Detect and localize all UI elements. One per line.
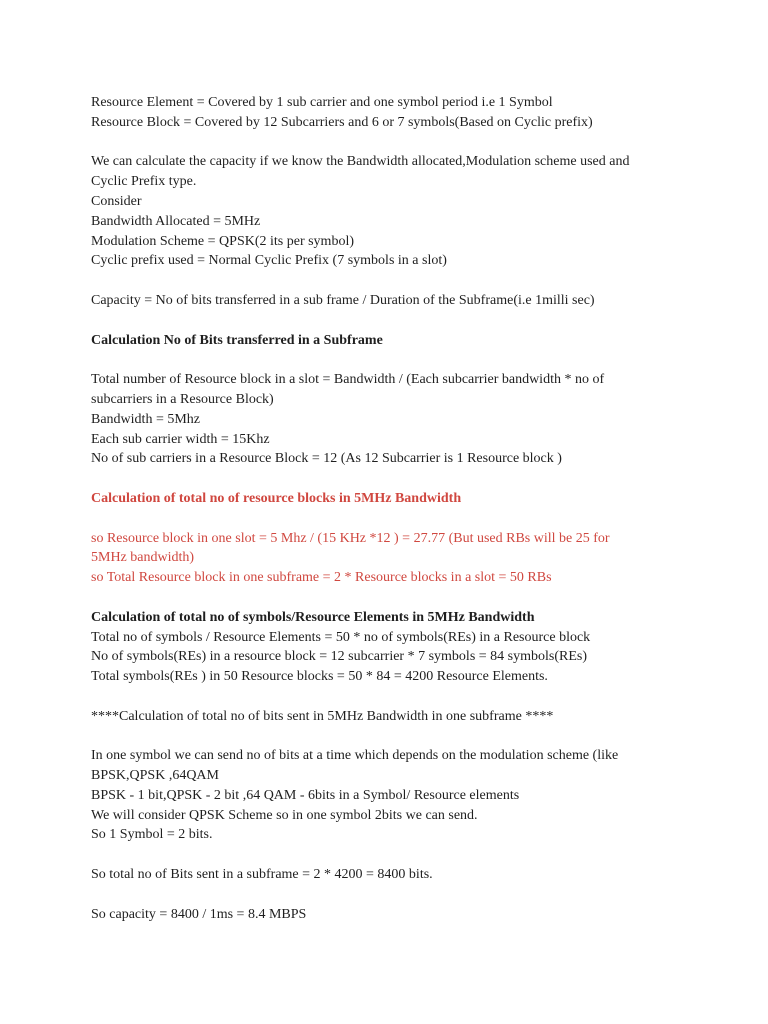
text-line: Total no of symbols / Resource Elements = 50 * no of symbols(REs) in a Resource block <box>91 629 591 645</box>
text-line: Modulation Scheme = QPSK(2 its per symbol) <box>91 233 354 249</box>
blank-line <box>91 133 691 153</box>
text-line: In one symbol we can send no of bits at a time which depends on the modulation scheme (like <box>91 748 619 764</box>
text-line: subcarriers in a Resource Block) <box>91 391 274 407</box>
highlighted-line: so Total Resource block in one subframe = 2 * Resource blocks in a slot = 50 RBs <box>91 570 552 586</box>
text-line: Cyclic prefix used = Normal Cyclic Prefix (7 symbols in a slot) <box>91 253 447 269</box>
highlighted-line: 5MHz bandwidth) <box>91 550 195 566</box>
document-page <box>91 93 691 924</box>
text-line: No of symbols(REs) in a resource block = 12 subcarrier * 7 symbols = 84 symbols(REs) <box>91 649 588 665</box>
highlighted-heading: Calculation of total no of resource blocks in 5MHz Bandwidth <box>91 490 462 506</box>
text-line: Capacity = No of bits transferred in a sub frame / Duration of the Subframe(i.e 1milli sec) <box>91 292 595 308</box>
blank-line <box>91 885 691 905</box>
text-line: Each sub carrier width = 15Khz <box>91 431 270 447</box>
text-line: Bandwidth = 5Mhz <box>91 411 200 427</box>
text-line: So 1 Symbol = 2 bits. <box>91 827 213 843</box>
text-line: No of sub carriers in a Resource Block = 12 (As 12 Subcarrier is 1 Resource block ) <box>91 451 562 467</box>
blank-line <box>91 727 691 747</box>
text-line: Bandwidth Allocated = 5MHz <box>91 213 261 229</box>
blank-line <box>91 845 691 865</box>
blank-line <box>91 588 691 608</box>
text-line: Cyclic Prefix type. <box>91 174 197 190</box>
text-line: We can calculate the capacity if we know the Bandwidth allocated,Modulation scheme used and <box>91 154 630 170</box>
blank-line <box>91 350 691 370</box>
text-line: So capacity = 8400 / 1ms = 8.4 MBPS <box>91 906 307 922</box>
blank-line <box>91 509 691 529</box>
text-line: So total no of Bits sent in a subframe = 2 * 4200 = 8400 bits. <box>91 867 433 883</box>
blank-line <box>91 311 691 331</box>
text-line: Consider <box>91 193 142 209</box>
blank-line <box>91 271 691 291</box>
text-line: ****Calculation of total no of bits sent in 5MHz Bandwidth in one subframe **** <box>91 708 554 724</box>
section-heading: Calculation of total no of symbols/Resource Elements in 5MHz Bandwidth <box>91 609 535 625</box>
text-line: Resource Element = Covered by 1 sub carrier and one symbol period i.e 1 Symbol <box>91 95 553 110</box>
text-line: Total number of Resource block in a slot = Bandwidth / (Each subcarrier bandwidth * no of <box>91 372 605 388</box>
text-line: Total symbols(REs ) in 50 Resource blocks = 50 * 84 = 4200 Resource Elements. <box>91 669 548 685</box>
blank-line <box>91 469 691 489</box>
text-line: BPSK - 1 bit,QPSK - 2 bit ,64 QAM - 6bits in a Symbol/ Resource elements <box>91 787 520 803</box>
text-line: We will consider QPSK Scheme so in one symbol 2bits we can send. <box>91 807 478 823</box>
text-line: Resource Block = Covered by 12 Subcarriers and 6 or 7 symbols(Based on Cyclic prefix) <box>91 114 593 130</box>
text-line: BPSK,QPSK ,64QAM <box>91 768 219 784</box>
section-heading: Calculation No of Bits transferred in a Subframe <box>91 332 383 348</box>
blank-line <box>91 687 691 707</box>
highlighted-line: so Resource block in one slot = 5 Mhz / (15 KHz *12 ) = 27.77 (But used RBs will be 25 for <box>91 530 610 546</box>
